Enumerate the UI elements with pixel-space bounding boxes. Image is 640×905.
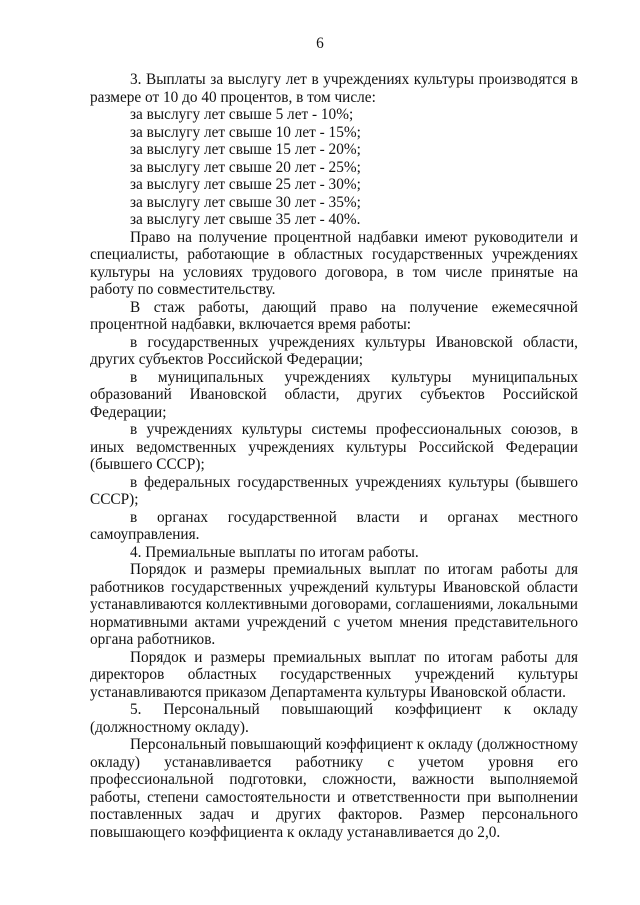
- bonus-directors-paragraph: Порядок и размеры премиальных выплат по итогам работы для директоров областных государственных учреждений культуры устанавливаются приказом Департамента культуры Ивановской области.: [90, 648, 578, 701]
- section-5-title: 5. Персональный повышающий коэффициент к окладу (должностному окладу).: [90, 701, 578, 736]
- seniority-item: за выслугу лет свыше 25 лет - 30%;: [130, 176, 361, 193]
- service-period-item-government: в органах государственной власти и органах местного самоуправления.: [90, 508, 578, 543]
- seniority-item: за выслугу лет свыше 5 лет - 10%;: [130, 106, 354, 123]
- seniority-item: за выслугу лет свыше 10 лет - 15%;: [130, 123, 361, 141]
- service-period-item: в государственных учреждениях культуры Ивановской области, других субъектов Российской Федерации;: [90, 333, 578, 368]
- bonus-paragraph: Порядок и размеры премиальных выплат по итогам работы для работников государственных учреждений культуры Ивановской области устанавливаются коллективными договорами, соглашениями, локальными нормативными актами учреждений с учетом мнения представительного органа работников.: [90, 561, 578, 648]
- document-body: [90, 71, 578, 841]
- coefficient-paragraph: Персональный повышающий коэффициент к окладу (должностному окладу) устанавливается работнику с учетом уровня его профессиональной подготовки, сложности, важности выполняемой работы, степени самостоятельности и ответственности при выполнении поставленных задач и других факторов. Размер персонального повышающего коэффициента к окладу устанавливается до 2,0.: [90, 736, 578, 841]
- page-number: 6: [316, 35, 324, 52]
- section-4-title: 4. Премиальные выплаты по итогам работы.: [130, 543, 419, 561]
- seniority-item: за выслугу лет свыше 15 лет - 20%;: [130, 141, 361, 158]
- seniority-item: за выслугу лет свыше 30 лет - 35%;: [130, 193, 361, 211]
- service-period-item: в учреждениях культуры системы профессиональных союзов, в иных ведомственных учреждениях культуры Российской Федерации (бывшего СССР);: [90, 421, 578, 473]
- service-period-item: в федеральных государственных учреждениях культуры (бывшего СССР);: [90, 473, 578, 508]
- seniority-item: за выслугу лет свыше 35 лет - 40%.: [130, 211, 361, 228]
- section-3-intro: 3. Выплаты за выслугу лет в учреждениях культуры производятся в размере от 10 до 40 процентов, в том числе:: [90, 71, 578, 106]
- eligibility-paragraph: Право на получение процентной надбавки имеют руководители и специалисты, работающие в областных государственных учреждениях культуры на условиях трудового договора, в том числе принятые на работу по совместительству.: [90, 228, 578, 298]
- service-period-item-municipal: в муниципальных учреждениях культуры муниципальных образований Ивановской области, других субъектов Российской Федерации;: [90, 368, 578, 421]
- service-period-intro: В стаж работы, дающий право на получение ежемесячной процентной надбавки, включается время работы:: [90, 298, 578, 333]
- seniority-item: за выслугу лет свыше 20 лет - 25%;: [130, 158, 361, 176]
